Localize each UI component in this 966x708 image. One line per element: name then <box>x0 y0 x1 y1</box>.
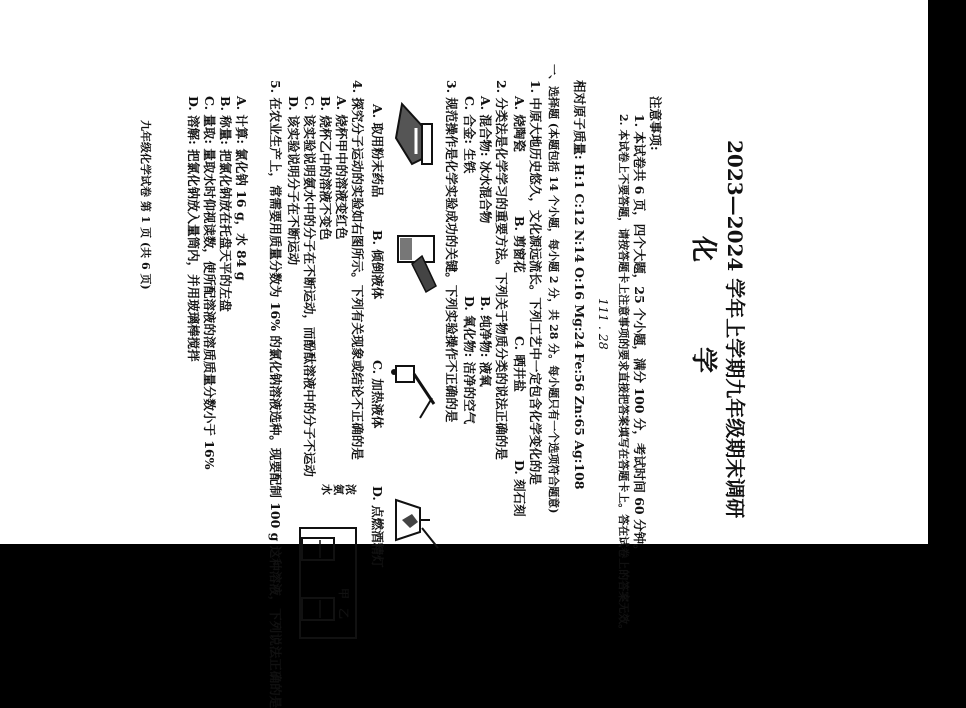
q1-option: A. 烧陶瓷 <box>512 96 527 152</box>
q2-stem: 2. 分类法是化学学习的重要方法。下列关于物质分类的说法正确的是 <box>494 80 509 460</box>
q3-figure-a <box>390 98 442 178</box>
q4-label-beaker-jia: 甲 <box>337 588 350 599</box>
q4-option: B. 烧杯乙中的溶液不变色 <box>318 96 333 241</box>
q5-option: C. 量取: 量取水时仰视读数，使所配溶液的溶质质量分数小于 16% <box>202 96 217 470</box>
q3-option: D. 点燃酒精灯 <box>370 486 385 568</box>
q2-option: A. 混合物: 冰水混合物 <box>478 96 493 224</box>
section1-header: 一、选择题 (本题包括 14 个小题，每小题 2 分，共 28 分。每小题只有一个选项符合题意) <box>547 64 560 514</box>
q3-figure-b <box>390 226 442 296</box>
q5-option: D. 溶解: 把氯化钠放入量筒内，并用玻璃棒搅拌 <box>186 96 201 362</box>
q3-figure-d <box>390 488 442 558</box>
q2-option: B. 纯净物: 液氧 <box>478 296 493 387</box>
q4-option: C. 该实验说明氨水中的分子在不断运动，而酚酞溶液中的分子不运动 <box>302 96 317 477</box>
q3-option: B. 倾倒液体 <box>370 230 385 300</box>
q5-option: B. 称量: 把氯化钠放在托盘天平的左盘 <box>218 96 233 312</box>
subject-title: 化 学 <box>688 236 718 412</box>
handwritten-score: 111 . 28 <box>596 298 611 350</box>
q2-option: D. 氧化物: 洁净的空气 <box>462 296 477 425</box>
q1-stem: 1. 中原大地历史悠久，文化源远流长。下列工艺中一定包含化学变化的是 <box>528 80 543 485</box>
note-item: 2. 本试卷上不要答题，请按答题卡上注意事项的要求直接把答案填写在答题卡上。答在试卷上的答案无效。 <box>617 114 630 636</box>
q4-option: D. 该实验说明分子在不断运动 <box>286 96 301 266</box>
notes-heading: 注意事项: <box>648 96 663 151</box>
exam-title: 2023—2024 学年上学期九年级期末调研 <box>723 140 747 519</box>
q5-stem: 5. 在农业生产上，常需要用质量分数为 16% 的氯化钠溶液选种。现要配制 100 g 这种溶液，下列说法正确的是 <box>268 80 283 708</box>
q4-option: A. 烧杯甲中的溶液变红色 <box>334 96 349 240</box>
rotated-page-content <box>58 40 748 708</box>
note-item: 1. 本试卷共 6 页，四个大题，25 个小题，满分 100 分，考试时间 60 分钟。 <box>632 114 647 557</box>
q3-figure-c <box>390 358 442 428</box>
q1-option: D. 刻石刻 <box>512 460 527 517</box>
q5-option: A. 计算: 氯化钠 16 g，水 84 g <box>234 96 249 281</box>
q2-option: C. 合金: 生铁 <box>462 96 477 174</box>
page-footer: 九年级化学试卷 第 1 页 (共 6 页) <box>139 120 152 290</box>
q4-label-beaker-yi: 乙 <box>337 608 350 619</box>
q4-label-ammonia: 浓氨水 <box>320 484 357 495</box>
atomic-masses: 相对原子质量: H:1 C:12 N:14 O:16 Mg:24 Fe:56 Zn:65 Ag:108 <box>572 80 587 490</box>
q3-option: A. 取用粉末药品 <box>370 104 385 198</box>
q1-option: C. 晒井盐 <box>512 336 527 392</box>
q1-option: B. 剪窗花 <box>512 216 527 273</box>
q3-option: C. 加热液体 <box>370 360 385 429</box>
q4-apparatus-figure <box>298 524 360 644</box>
q3-stem: 3. 规范操作是化学实验成功的关键。下列实验操作不正确的是 <box>444 80 459 423</box>
q4-stem: 4. 探究分子运动的实验如右图所示。下列有关现象或结论不正确的是 <box>350 80 365 460</box>
